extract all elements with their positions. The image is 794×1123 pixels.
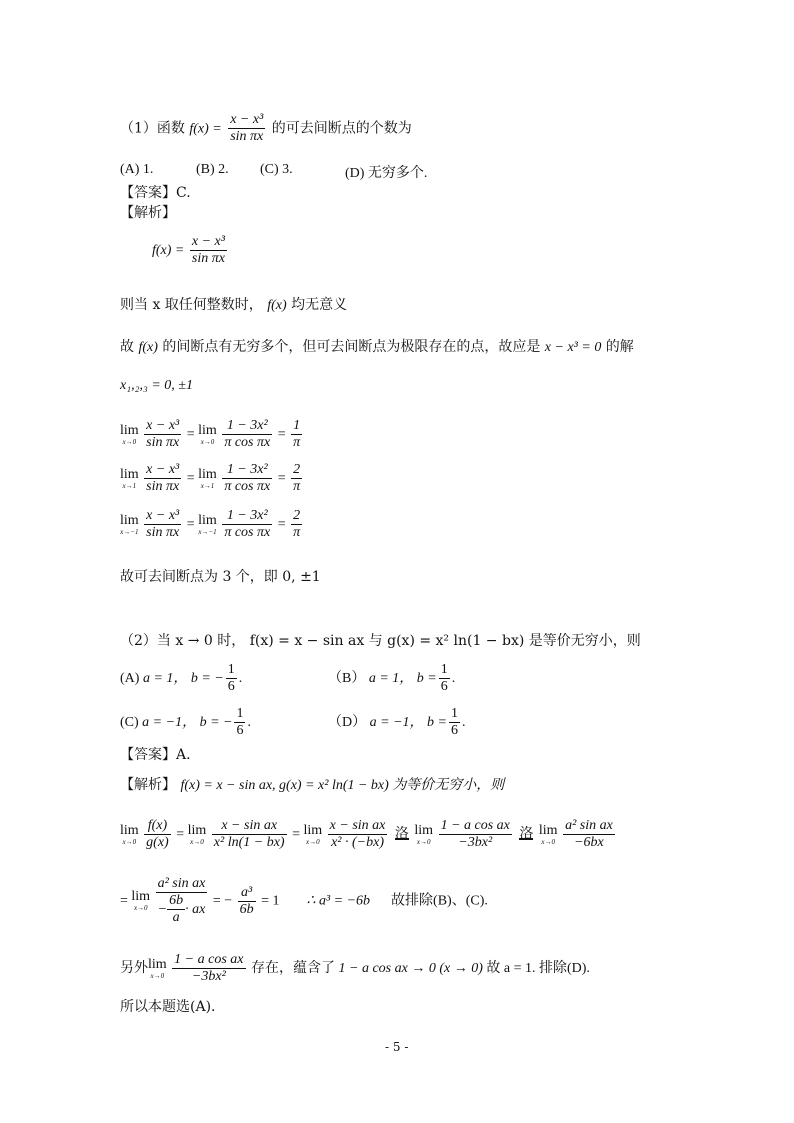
q2-answer: 【答案】A. [120,747,191,763]
q2-chain1-den-5: −6bx [574,835,604,851]
q2-chain1-num-3: x − sin ax [328,818,388,835]
page-number: - 5 - [385,1040,409,1054]
q2-other-paren: (x → 0) [439,960,483,976]
q2-option-d-label: （D） [328,714,367,730]
q2-option-a-den: 6 [227,679,235,695]
q1-limit-1-den1: sin πx [146,435,180,451]
q2-chain2-r-den: 6b [239,901,254,917]
q1-limit-2-sub: x→1 [122,481,137,490]
q1-f-def-lhs: f(x) = [152,242,185,258]
q2-exclude-1: 故排除(B)、(C). [391,893,488,909]
q1-f-def-num: x − x³ [190,234,227,251]
q2-option-c-num: 1 [234,706,245,723]
q1-limit-3-rden: π [293,525,301,541]
q2-option-b-b: b = [416,670,437,686]
q1-limit-1-sub-2: x→0 [200,437,215,446]
q1-limit-3-num2: 1 − 3x² [222,508,272,525]
q1-stem-fraction [228,112,265,145]
q1-limit-2-num2: 1 − 3x² [222,462,272,479]
q2-chain2-den-a: 6b [167,893,185,910]
q1-roots: x₁,₂,₃ = 0, ±1 [120,378,193,393]
q1-line-a-tail: 均无意义 [291,297,348,313]
q2-analysis-label: 【解析】 [120,777,176,793]
q1-f-def-fraction [190,234,227,267]
q1-stem-label: （1）函数 [120,120,185,137]
q1-limit-2-rden: π [293,479,301,495]
q2-chain1-den-1: g(x) [146,835,169,851]
q2-option-d-a: a = −1， [369,714,424,730]
q2-option-d-den: 6 [450,723,458,739]
q2-option-b-a: a = 1， [368,670,414,686]
q2-option-d-num: 1 [449,706,460,723]
q2-option-c-den: 6 [236,723,244,739]
q2-option-d: （D） a = −1， b = $\frac{1}{6}$ . [328,706,466,739]
q1-option-d: (D) 无穷多个. [345,166,428,181]
q2-other-sub: x→0 [150,971,165,980]
q1-option-c: (C) 3. [260,162,293,177]
q1-line-a-f: f(x) [267,298,287,313]
q1-f-def-den: sin πx [191,251,225,267]
q2-other-tail: 故 a = 1. 排除(D). [486,960,590,976]
q2-chain1-num-1: f(x) [144,818,171,835]
q2-therefore: ∴ a³ = −6b [306,893,371,909]
q1-limit-1-rnum: 1 [291,418,302,435]
q2-option-a-num: 1 [226,662,237,679]
q1-limit-row-2: lim x→1 $\frac{\text{x − x³}}{\text{sin πx}}$ = lim x→1 $\frac{\text{1 − 3x²}}{\text{π cos πx}}$ = $\frac{2}{\pi}$ [120,462,301,495]
q1-limit-3-den1: sin πx [146,525,180,541]
q1-limit-1-num2: 1 − 3x² [222,418,272,435]
q1-line-b-mid: 的间断点有无穷多个，但可去间断点为极限存在的点，故应是 [162,339,541,355]
q1-limit-2-num1: x − x³ [144,462,181,479]
q1-limit-2-den2: π cos πx [224,479,271,495]
q2-chain1-den-3: x² · (−bx) [331,835,384,851]
q2-chain1-sub-4: x→0 [416,837,431,846]
q1-limit-1-num1: x − x³ [144,418,181,435]
q2-option-c: (C) a = −1， b = − $\frac{1}{6}$ . [120,706,251,739]
q1-limit-3-sub: x→−1 [120,527,139,536]
q2-stem: （2）当 x → 0 时， f(x) = x − sin ax 与 g(x) = x² ln(1 − bx) 是等价无穷小，则 [120,633,641,649]
q2-other-num: 1 − a cos ax [172,952,245,969]
q2-analysis [120,774,504,794]
q1-stem [120,112,412,145]
q2-option-a-label: (A) [120,670,140,686]
q2-chain-2: = lim x→0 a² sin ax − $\frac{6b}{a}$ · ax = − $\frac{\text{a³}}{6b}$ = 1 ∴ a³ = −6b 故排除(B)、(C). [120,876,488,926]
q2-other-den: −3bx² [191,969,226,985]
q1-limit-1-sub: x→0 [122,437,137,446]
q2-chain1-den-4: −3bx² [458,835,493,851]
q2-luo-2: 洛 [519,826,534,842]
q1-limit-row-1: lim x→0 $\frac{\text{x − x³}}{\text{sin πx}}$ = lim x→0 $\frac{\text{1 − 3x²}}{\text{π cos πx}}$ = $\frac{1}{\pi}$ [120,418,301,451]
q2-option-b: （B） a = 1， b = $\frac{1}{6}$ . [328,662,456,695]
q2-option-a-a: a = 1， [142,670,188,686]
q2-option-b-den: 6 [440,679,448,695]
q2-luo-1: 洛 [394,826,409,842]
q1-line-b-start: 故 [120,339,134,355]
q1-option-a: (A) 1. [120,162,154,177]
q1-limit-1-rden: π [293,435,301,451]
q2-chain2-den-b: a [172,910,180,926]
q2-chain2-result: = 1 [261,893,280,909]
q1-stem-tail: 的可去间断点的个数为 [271,120,412,137]
q1-stem-frac-num: x − x³ [228,112,265,129]
q2-other-pre: 另外 [120,960,148,976]
q2-chain2-r-num: a³ [238,885,256,902]
q1-limit-2-rnum: 2 [291,462,302,479]
q2-final: 所以本题选(A). [120,999,216,1015]
q2-option-c-b: b = − [199,714,233,730]
q1-limit-3-num1: x − x³ [144,508,181,525]
q2-option-b-label: （B） [328,670,366,686]
q2-analysis-text: f(x) = x − sin ax, g(x) = x² ln(1 − bx) 为等价无穷小，则 [180,778,505,793]
q1-answer: 【答案】C. [120,185,191,201]
q2-option-c-label: (C) [120,714,139,730]
q1-line-b-eq: x − x³ = 0 [544,340,602,355]
q2-chain2-num: a² sin ax [156,876,208,893]
q2-other-mid: 存在，蕴含了 [251,960,335,976]
q2-option-b-num: 1 [439,662,450,679]
q2-option-c-a: a = −1， [142,714,197,730]
q1-stem-frac-den: sin πx [230,129,264,145]
q2-chain1-sub-1: x→0 [122,837,137,846]
q2-chain-1: lim x→0 $\frac{f(x)}{g(x)}$ = lim x→0 $\frac{\text{x − sin ax}}{\text{x² ln(1 − bx)}}$ = lim x→0 $\frac{\text{x − sin ax}}{\text{x² · (−bx)}}$ 洛 lim x→0 $\frac{\text{1 − a cos ax}}{\text{−3bx²}}$ 洛 lim x→0 $\frac{\text{a² sin ax}}{-6bx}$ [120,818,613,851]
q1-line-b-f: f(x) [138,340,158,355]
q2-chain1-sub-3: x→0 [306,837,320,846]
q2-option-a: (A) a = 1， b = − $\frac{1}{6}$ . [120,662,243,695]
q1-option-b: (B) 2. [196,162,229,177]
q2-chain1-sub-2: x→0 [190,837,204,846]
q1-limit-2-den1: sin πx [146,479,180,495]
q1-limit-1-den2: π cos πx [224,435,271,451]
q2-option-d-b: b = [427,714,447,730]
q1-limit-3-rnum: 2 [291,508,302,525]
q1-line-b-tail: 的解 [605,339,634,355]
q1-analysis-label: 【解析】 [120,205,176,221]
q2-chain1-den-2: x² ln(1 − bx) [213,835,285,851]
q1-limit-row-3: lim x→−1 $\frac{\text{x − x³}}{\text{sin πx}}$ = lim x→−1 $\frac{\text{1 − 3x²}}{\text{π cos πx}}$ = $\frac{2}{\pi}$ [120,508,301,541]
q2-chain1-num-5: a² sin ax [563,818,615,835]
q1-conclusion: 故可去间断点为 3 个，即 0, ±1 [120,569,321,585]
q1-line-a [120,294,347,314]
q1-stem-f: f(x) = [189,121,222,137]
q2-chain2-sub: x→0 [133,904,148,913]
q2-option-a-b: b = − [190,670,224,686]
q2-chain1-num-4: 1 − a cos ax [439,818,512,835]
q2-chain1-sub-5: x→0 [541,837,556,846]
q1-limit-2-sub-2: x→1 [200,481,215,490]
q2-other-line: 另外 lim x→0 $\frac{\text{1 − a cos ax}}{\text{−3bx²}}$ 存在，蕴含了 1 − a cos ax → 0 (x → 0) 故 a = 1. 排除(D). [120,952,590,985]
q2-chain1-num-2: x − sin ax [212,818,287,835]
q1-limit-3-sub-2: x→−1 [198,527,217,536]
q1-line-b [120,336,634,356]
q2-other-expr: 1 − a cos ax → 0 [338,960,436,976]
q1-f-definition [152,234,229,267]
q2-chain2-den-c: · ax [185,901,206,917]
q1-limit-3-den2: π cos πx [224,525,271,541]
q1-line-a-text: 则当 x 取任何整数时， [120,297,263,313]
